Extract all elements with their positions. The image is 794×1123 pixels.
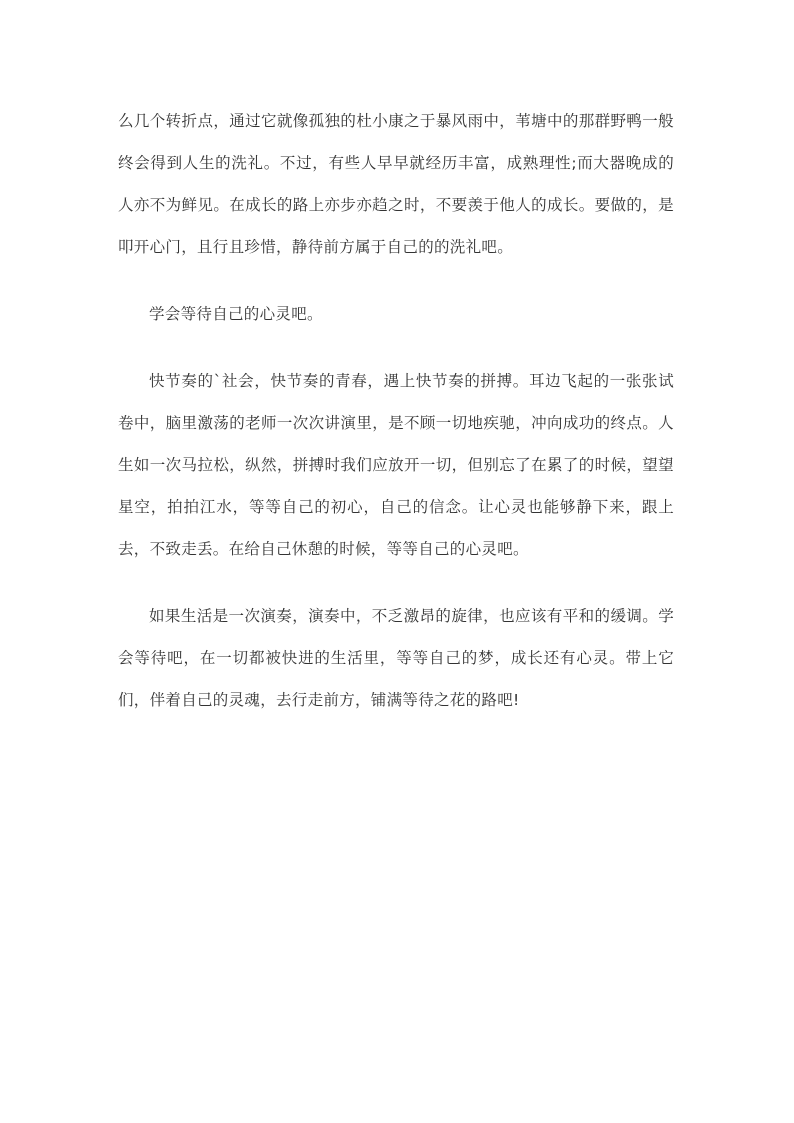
paragraph-2: 学会等待自己的心灵吧。 [149, 305, 323, 323]
paragraph-3: 快节奏的`社会，快节奏的青春，遇上快节奏的拼搏。耳边飞起的一张张试卷中，脑里激荡的老师一次次讲演里，是不顾一切地疾驰，冲向成功的终点。人生如一次马拉松，纵然，拼搏时我们应放开一切，但别忘了在累了的时候，望望星空，拍拍江水，等等自己的初心，自己的信念。让心灵也能够静下来，跟上去，不致走丢。在给自己休憩的时候，等等自己的心灵吧。 [118, 372, 674, 558]
paragraph-4: 如果生活是一次演奏，演奏中，不乏激昂的旋律，也应该有平和的缓调。学会等待吧，在一切都被快进的生活里，等等自己的梦，成长还有心灵。带上它们，伴着自己的灵魂，去行走前方，铺满等待之花的路吧! [118, 607, 674, 709]
paragraph-1: 么几个转折点，通过它就像孤独的杜小康之于暴风雨中，苇塘中的那群野鸭一般终会得到人生的洗礼。不过，有些人早早就经历丰富，成熟理性;而大器晚成的人亦不为鲜见。在成长的路上亦步亦趋之时，不要羡于他人的成长。要做的，是叩开心门，且行且珍惜，静待前方属于自己的的洗礼吧。 [118, 112, 674, 256]
document-body [118, 100, 674, 746]
